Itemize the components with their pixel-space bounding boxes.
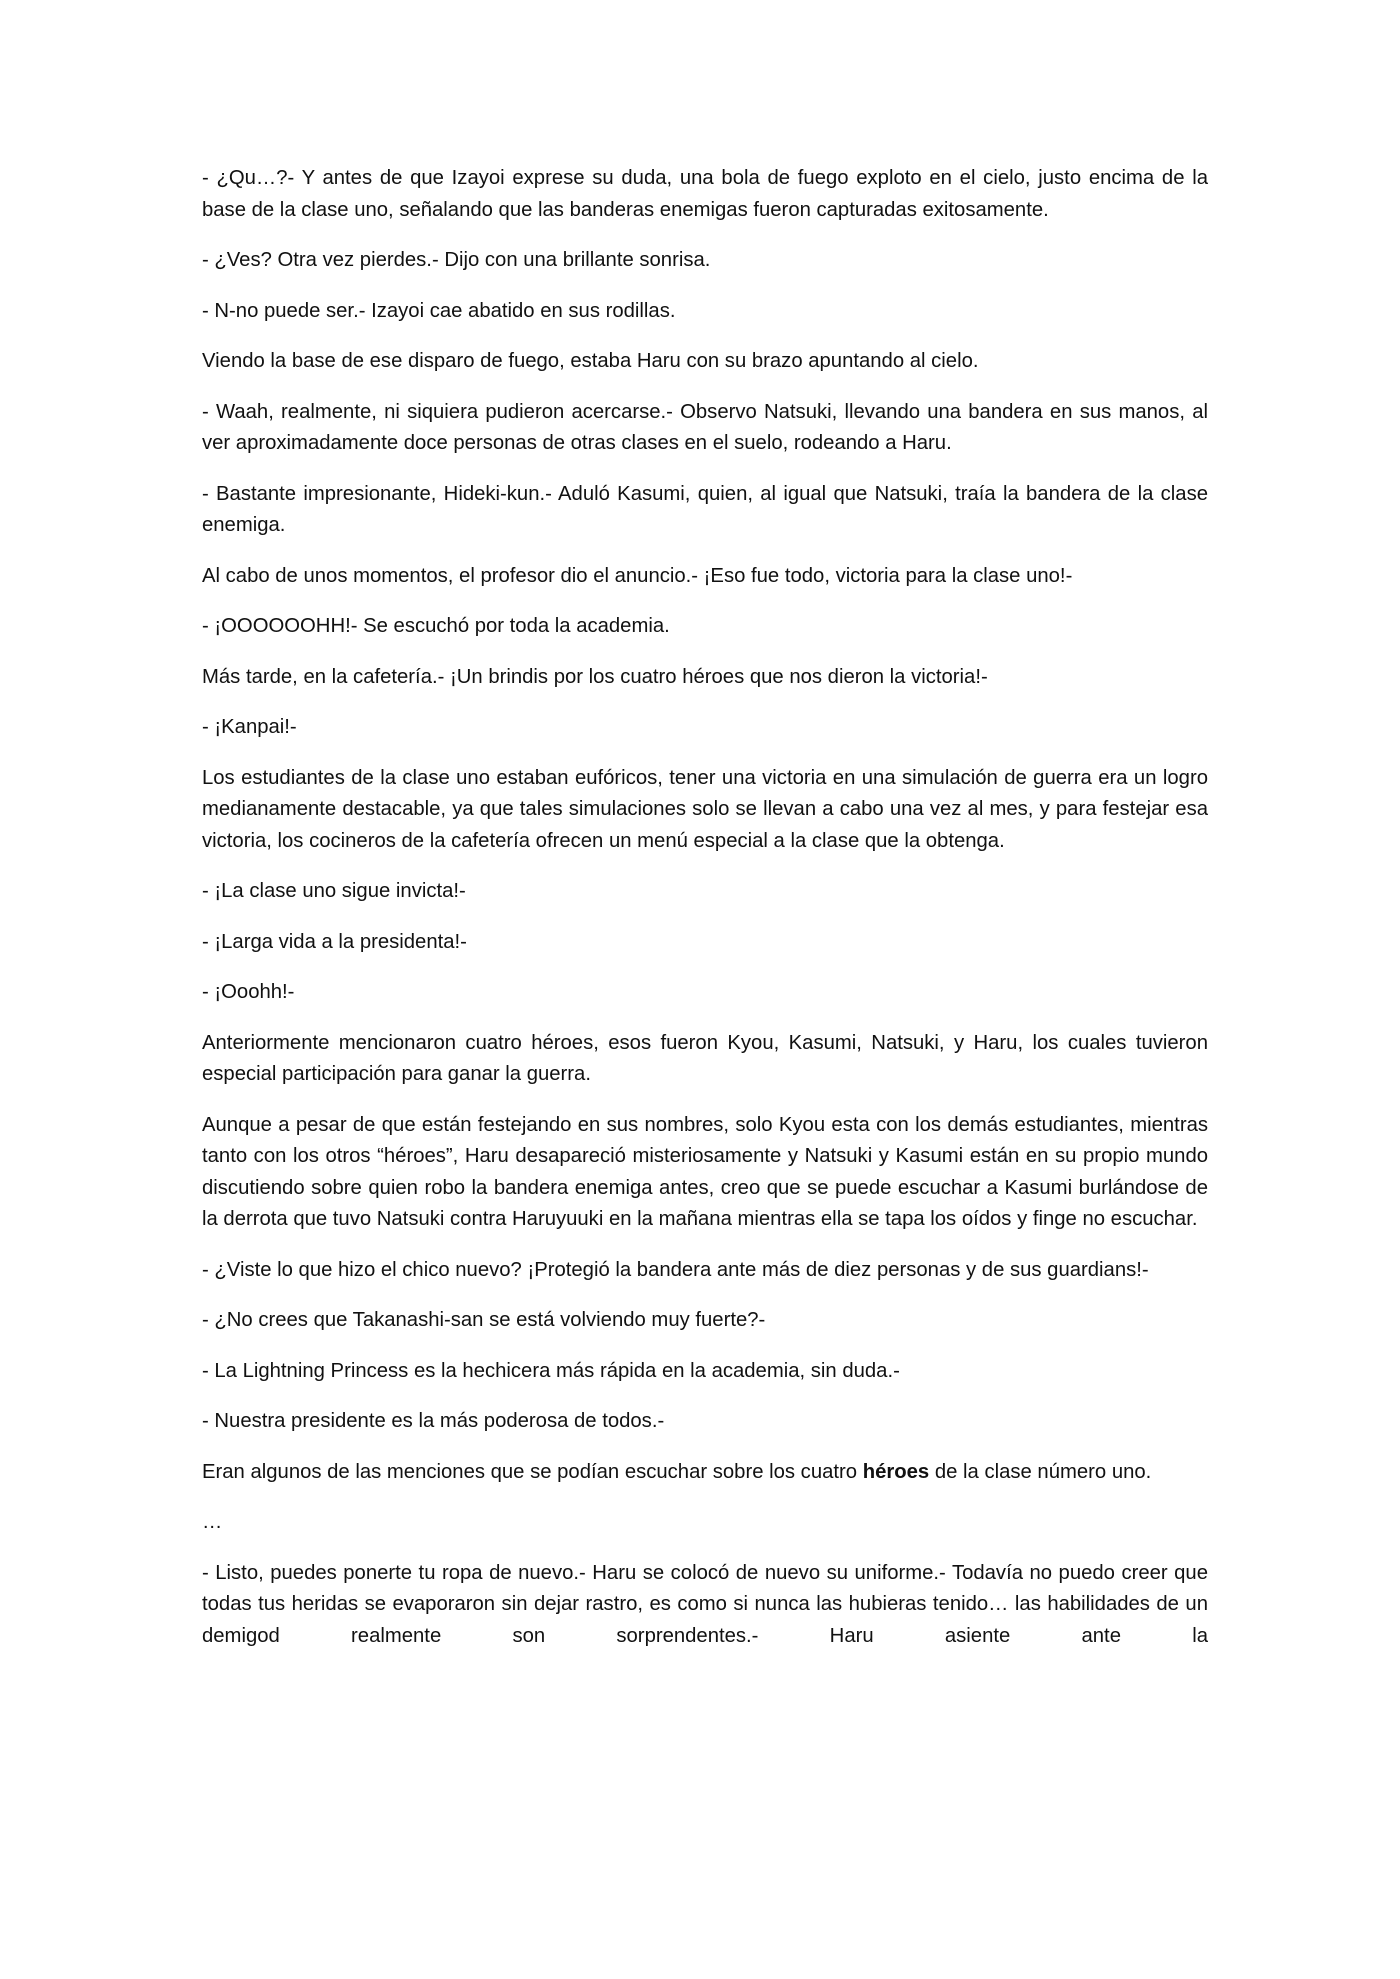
scene-separator: … bbox=[202, 1511, 223, 1533]
paragraph-21-bold-word: héroes bbox=[862, 1460, 930, 1483]
paragraph-20: - Nuestra presidente es la más poderosa de todos.- bbox=[202, 1410, 665, 1432]
paragraph-19: - La Lightning Princess es la hechicera más rápida en la academia, sin duda.- bbox=[202, 1359, 900, 1382]
paragraph-15: Anteriormente mencionaron cuatro héroes, esos fueron Kyou, Kasumi, Natsuki, y Haru, los cuales tuvieron especial participación para ganar la guerra. bbox=[202, 1031, 1208, 1085]
paragraph-17: - ¿Viste lo que hizo el chico nuevo? ¡Protegió la bandera ante más de diez personas y de sus guardians!- bbox=[202, 1258, 1149, 1281]
paragraph-16: Aunque a pesar de que están festejando en sus nombres, solo Kyou esta con los demás estudiantes, mientras tanto con los otros “héroes”, Haru desapareció misteriosamente y Natsuki y Kasumi están en su propio mundo discutiendo sobre quien robo la bandera enemiga antes, creo que se puede escuchar a Kasumi burlándose de la derrota que tuvo Natsuki contra Haruyuuki en la mañana mientras ella se tapa los oídos y finge no escuchar. bbox=[202, 1113, 1208, 1230]
paragraph-2: - ¿Ves? Otra vez pierdes.- Dijo con una brillante sonrisa. bbox=[202, 249, 711, 271]
paragraph-9: Más tarde, en la cafetería.- ¡Un brindis por los cuatro héroes que nos dieron la victoria!- bbox=[202, 665, 988, 688]
paragraph-10: - ¡Kanpai!- bbox=[202, 716, 297, 738]
paragraph-4: Viendo la base de ese disparo de fuego, estaba Haru con su brazo apuntando al cielo. bbox=[202, 350, 979, 372]
paragraph-21 bbox=[202, 1457, 1208, 1489]
paragraph-18: - ¿No crees que Takanashi-san se está volviendo muy fuerte?- bbox=[202, 1309, 766, 1331]
paragraph-3: - N-no puede ser.- Izayoi cae abatido en sus rodillas. bbox=[202, 299, 676, 322]
paragraph-14: - ¡Ooohh!- bbox=[202, 981, 295, 1003]
paragraph-23: - Listo, puedes ponerte tu ropa de nuevo.- Haru se colocó de nuevo su uniforme.- Todavía no puedo creer que todas tus heridas se evaporaron sin dejar rastro, es como si nunca las hubieras tenido… las habilidades de un demigod realmente son sorprendentes.- Haru asiente ante la bbox=[202, 1561, 1208, 1647]
paragraph-13: - ¡Larga vida a la presidenta!- bbox=[202, 930, 467, 953]
paragraph-21-text-before: Eran algunos de las menciones que se podían escuchar sobre los cuatro bbox=[202, 1460, 863, 1483]
paragraph-7: Al cabo de unos momentos, el profesor dio el anuncio.- ¡Eso fue todo, victoria para la clase uno!- bbox=[202, 564, 1073, 587]
paragraph-12: - ¡La clase uno sigue invicta!- bbox=[202, 880, 466, 902]
paragraph-21-text-after: de la clase número uno. bbox=[929, 1460, 1152, 1483]
paragraph-6: - Bastante impresionante, Hideki-kun.- Aduló Kasumi, quien, al igual que Natsuki, traía la bandera de la clase enemiga. bbox=[202, 482, 1208, 536]
paragraph-8: - ¡OOOOOOHH!- Se escuchó por toda la academia. bbox=[202, 615, 670, 637]
paragraph-1: - ¿Qu…?- Y antes de que Izayoi exprese su duda, una bola de fuego exploto en el cielo, justo encima de la base de la clase uno, señalando que las banderas enemigas fueron capturadas exitosamente. bbox=[202, 167, 1208, 221]
document-page bbox=[202, 163, 1208, 1671]
paragraph-5: - Waah, realmente, ni siquiera pudieron acercarse.- Observo Natsuki, llevando una bandera en sus manos, al ver aproximadamente doce personas de otras clases en el suelo, rodeando a Haru. bbox=[202, 400, 1208, 454]
paragraph-11: Los estudiantes de la clase uno estaban eufóricos, tener una victoria en una simulación de guerra era un logro medianamente destacable, ya que tales simulaciones solo se llevan a cabo una vez al mes, y para festejar esa victoria, los cocineros de la cafetería ofrecen un menú especial a la clase que la obtenga. bbox=[202, 766, 1208, 852]
